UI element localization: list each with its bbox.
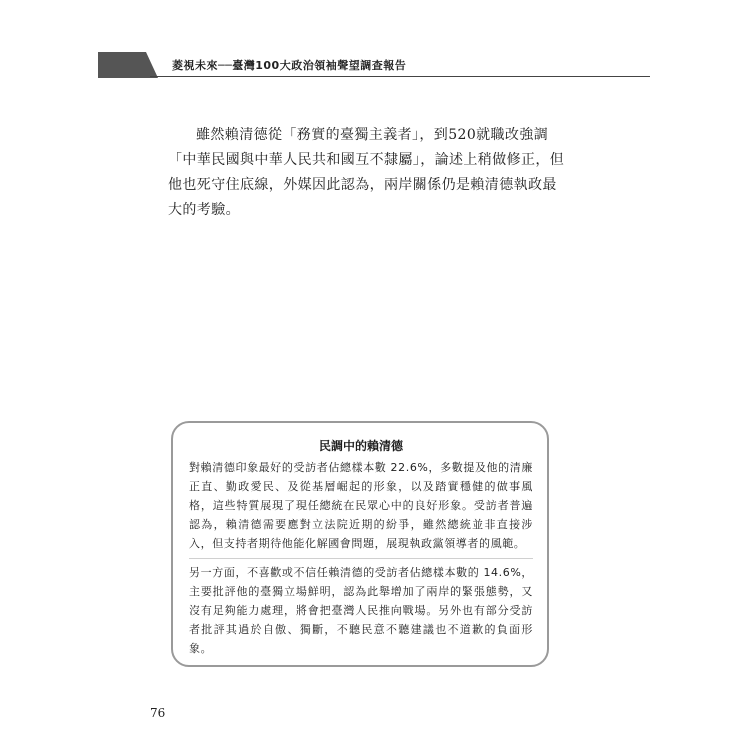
poll-paragraph-negative: 另一方面，不喜歡或不信任賴清德的受訪者佔總樣本數的 14.6%，主要批評他的臺獨立場鮮明，認為此舉增加了兩岸的緊張態勢，又沒有足夠能力處理，將會把臺灣人民推向戰場。另外也有部分受訪者批評其過於自傲、獨斷，不聽民意不聽建議也不道歉的負面形象。 [189,566,533,655]
poll-sidebar-box [171,421,549,667]
running-header-title: 菱視未來──臺灣100大政治領袖聲望調查報告 [172,59,407,72]
poll-box-title: 民調中的賴清德 [318,439,403,453]
header-tab-decoration [98,52,158,78]
poll-paragraph-positive: 對賴清德印象最好的受訪者佔總樣本數 22.6%，多數提及他的清廉正直、勤政愛民、及從基層崛起的形象，以及踏實穩健的做事風格，這些特質展現了現任總統在民眾心中的良好形象。受訪者普遍認為，賴清德需要應對立法院近期的紛爭，雖然總統並非直接涉入，但支持者期待他能化解國會問題，展現執政黨領導者的風範。 [189,461,533,550]
page-number: 76 [150,706,166,720]
header-rule [150,76,650,77]
body-paragraph: 雖然賴清德從「務實的臺獨主義者」，到520就職改強調「中華民國與中華人民共和國互不隸屬」，論述上稍做修正，但他也死守住底線，外媒因此認為，兩岸關係仍是賴清德執政最大的考驗。 [168,127,565,218]
poll-divider [189,558,533,559]
main-body-text [168,123,568,223]
